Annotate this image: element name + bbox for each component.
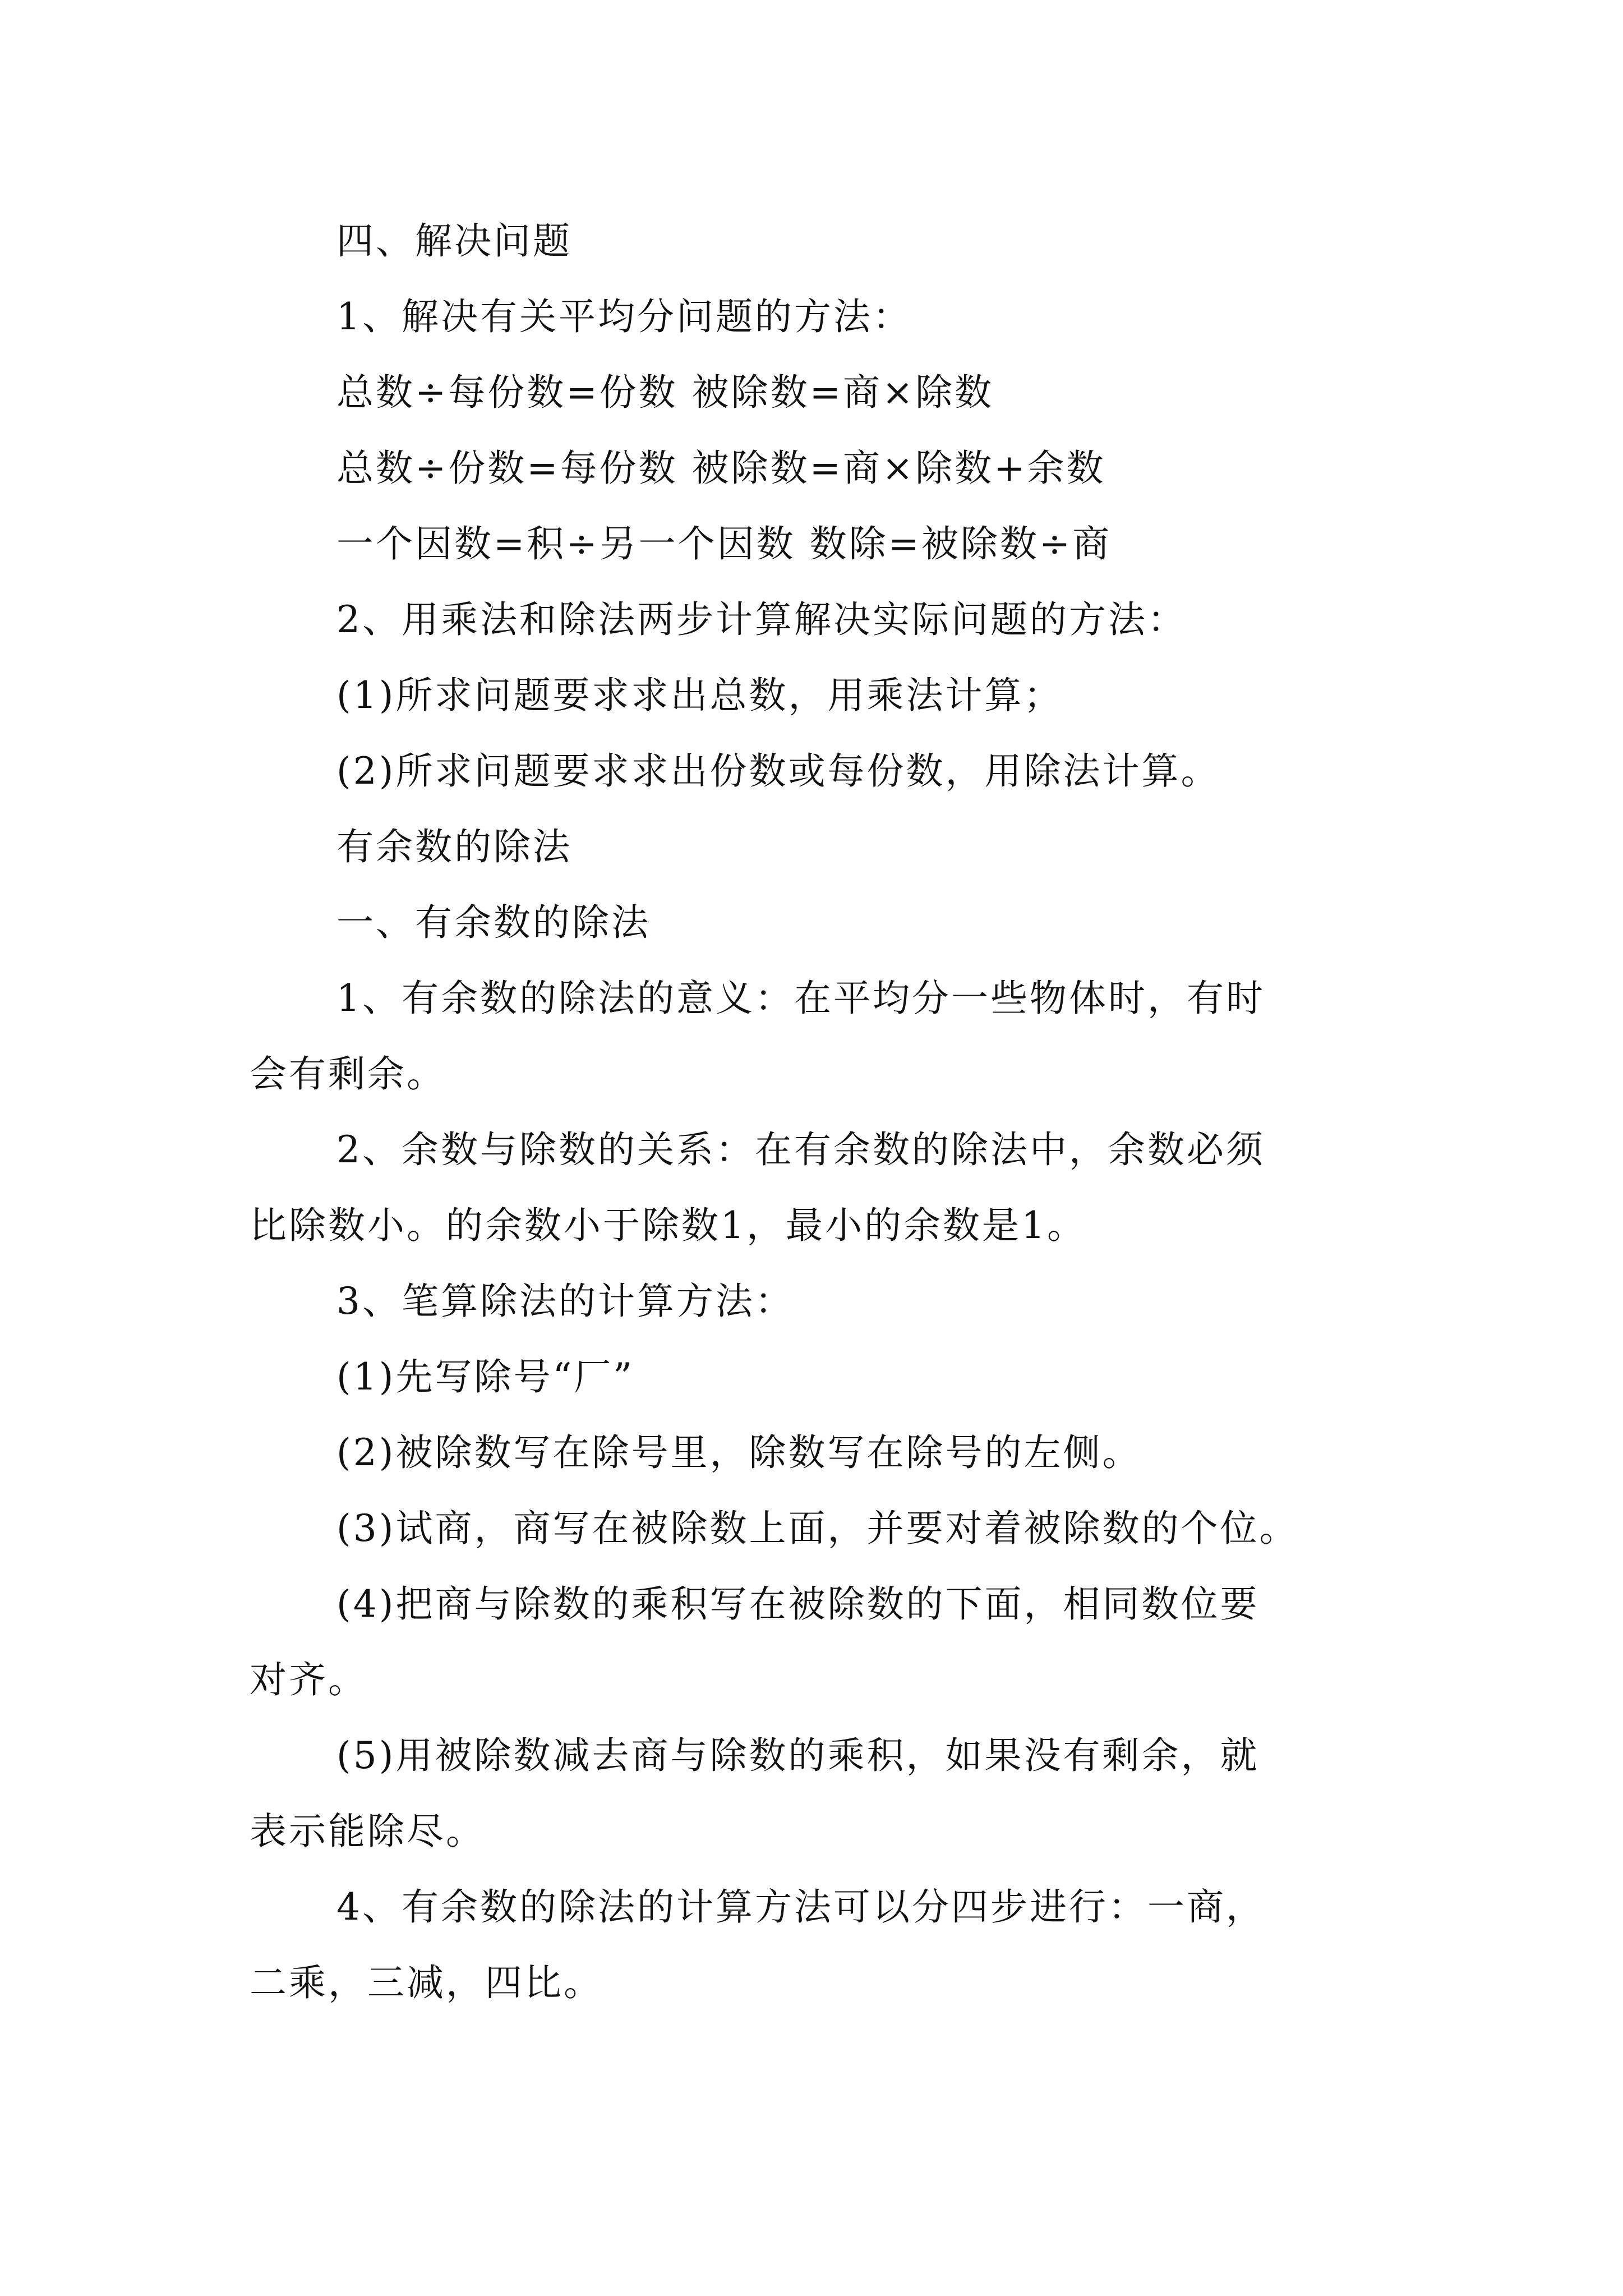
text-line: 表示能除尽。 <box>250 1810 485 1853</box>
text-line: 二乘，三减，四比。 <box>250 1961 603 2004</box>
text-line: (1)先写除号“厂” <box>336 1355 634 1398</box>
text-line: 对齐。 <box>250 1658 367 1701</box>
text-line: 1、有余数的除法的意义：在平均分一些物体时，有时 <box>336 977 1265 1020</box>
subsection-heading: 一、有余数的除法 <box>336 901 651 944</box>
section-heading-solve-problems: 四、解决问题 <box>336 219 572 263</box>
formula-line: 总数÷份数=每份数 被除数=商×除数+余数 <box>336 447 1106 490</box>
text-line: (5)用被除数减去商与除数的乘积，如果没有剩余，就 <box>336 1734 1260 1777</box>
text-line: (2)所求问题要求求出份数或每份数，用除法计算。 <box>336 749 1220 793</box>
text-line: 2、用乘法和除法两步计算解决实际问题的方法： <box>336 598 1187 641</box>
formula-line: 一个因数=积÷另一个因数 数除=被除数÷商 <box>336 522 1112 565</box>
text-line: 2、余数与除数的关系：在有余数的除法中，余数必须 <box>336 1128 1265 1171</box>
formula-line: 总数÷每份数=份数 被除数=商×除数 <box>336 371 994 414</box>
text-line: (2)被除数写在除号里，除数写在除号的左侧。 <box>336 1431 1142 1474</box>
text-line: 比除数小。的余数小于除数1，最小的余数是1。 <box>250 1204 1086 1247</box>
text-line: (4)把商与除数的乘积写在被除数的下面，相同数位要 <box>336 1582 1260 1626</box>
text-line: 1、解决有关平均分问题的方法： <box>336 295 912 338</box>
text-line: 4、有余数的除法的计算方法可以分四步进行：一商， <box>336 1885 1265 1929</box>
text-line: (1)所求问题要求求出总数，用乘法计算； <box>336 674 1063 717</box>
text-line: (3)试商，商写在被除数上面，并要对着被除数的个位。 <box>336 1507 1299 1550</box>
text-line: 3、笔算除法的计算方法： <box>336 1280 794 1323</box>
section-heading-division-with-remainder: 有余数的除法 <box>336 825 572 868</box>
text-line: 会有剩余。 <box>250 1052 446 1096</box>
